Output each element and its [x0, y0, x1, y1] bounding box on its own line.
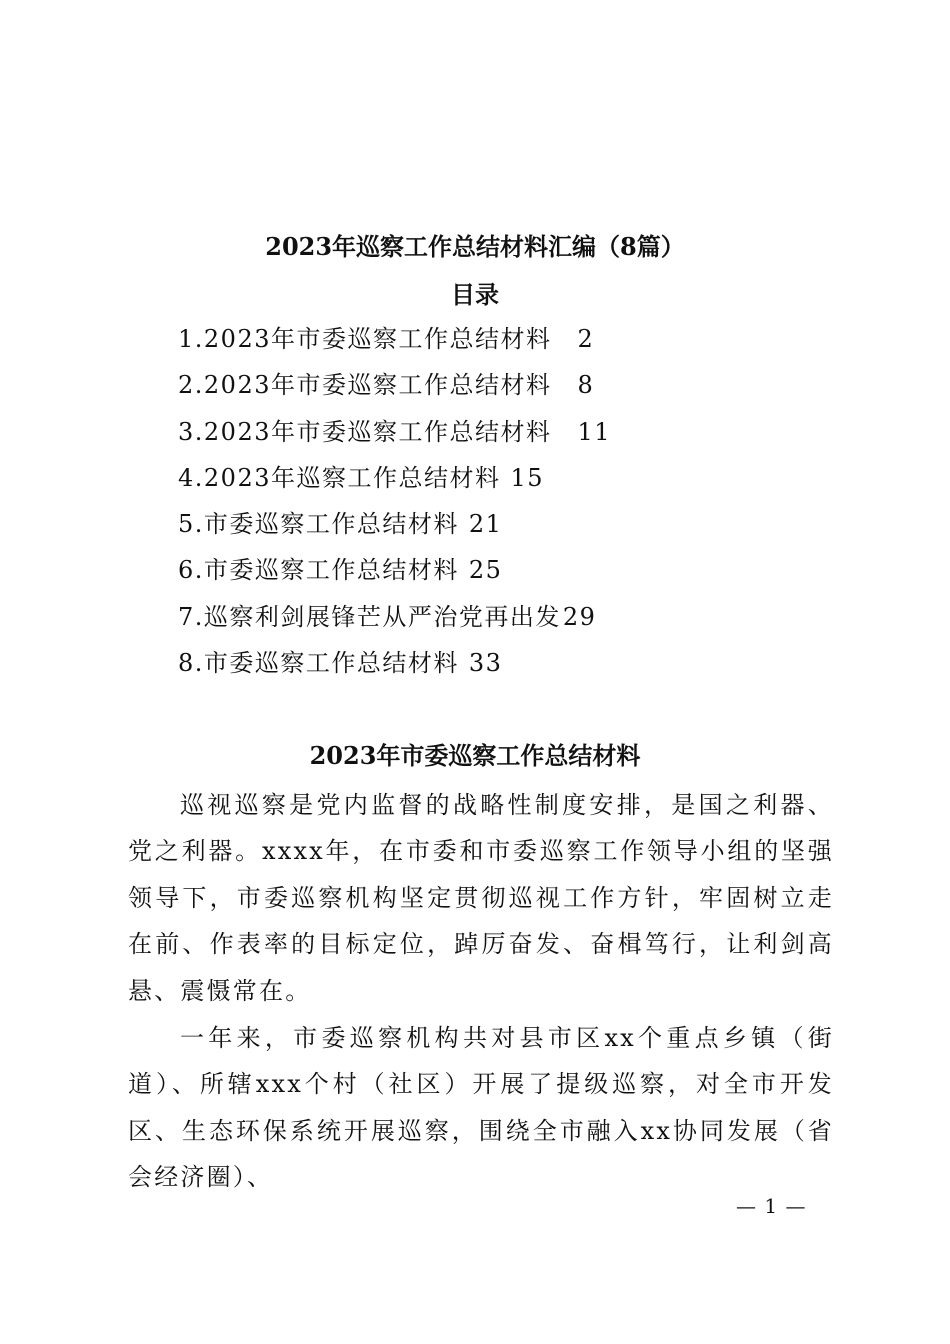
toc-entry-label: 6.市委巡察工作总结材料 — [178, 556, 459, 585]
toc-entry-page: 15 — [510, 463, 545, 492]
toc-entry-page: 29 — [562, 602, 597, 631]
toc-entry-2[interactable] — [178, 366, 611, 412]
toc-entry-label: 2.2023年市委巡察工作总结材料 — [178, 371, 552, 400]
toc-entry-page: 8 — [577, 371, 595, 400]
body-paragraph: 巡视巡察是党内监督的战略性制度安排，是国之利器、党之利器。xxxx年，在市委和市委巡察工作领导小组的坚强领导下，市委巡察机构坚定贯彻巡视工作方针，牢固树立走在前、作表率的目标定位，踔厉奋发、奋楫笃行，让利剑高悬、震慑常在。 — [128, 791, 834, 1005]
page-number: — 1 — — [736, 1194, 807, 1218]
toc-heading: 目录 — [451, 280, 499, 309]
toc-entry-label: 7.巡察利剑展锋芒从严治党再出发 — [178, 602, 561, 631]
toc-entry-label: 4.2023年巡察工作总结材料 — [178, 463, 501, 492]
toc-entry-label: 5.市委巡察工作总结材料 — [178, 510, 459, 539]
document-title: 2023年巡察工作总结材料汇编（8篇） — [265, 232, 685, 261]
toc-entry-page: 11 — [577, 417, 612, 446]
toc-entry-page: 25 — [468, 556, 503, 585]
toc-entry-4[interactable] — [178, 459, 611, 505]
toc-entry-3[interactable] — [178, 413, 611, 459]
toc-entry-7[interactable] — [178, 598, 611, 644]
toc-entry-label: 1.2023年市委巡察工作总结材料 — [178, 325, 552, 353]
toc-entry-8[interactable] — [178, 644, 611, 690]
toc-entry-label: 3.2023年市委巡察工作总结材料 — [178, 417, 552, 446]
toc-entry-6[interactable] — [178, 551, 611, 597]
section-title: 2023年市委巡察工作总结材料 — [309, 741, 641, 770]
toc-entry-page: 33 — [468, 649, 503, 678]
body-paragraph: 一年来，市委巡察机构共对县市区xx个重点乡镇（街道）、所辖xxx个村（社区）开展了提级巡察，对全市开发区、生态环保系统开展巡察，围绕全市融入xx协同发展（省会经济圈）、 — [128, 1024, 834, 1192]
table-of-contents — [178, 320, 611, 690]
toc-entry-label: 8.市委巡察工作总结材料 — [178, 649, 459, 678]
toc-entry-5[interactable] — [178, 505, 611, 551]
toc-entry-page: 21 — [468, 510, 503, 539]
toc-entry-1[interactable] — [178, 320, 611, 366]
toc-entry-page: 2 — [577, 325, 595, 353]
